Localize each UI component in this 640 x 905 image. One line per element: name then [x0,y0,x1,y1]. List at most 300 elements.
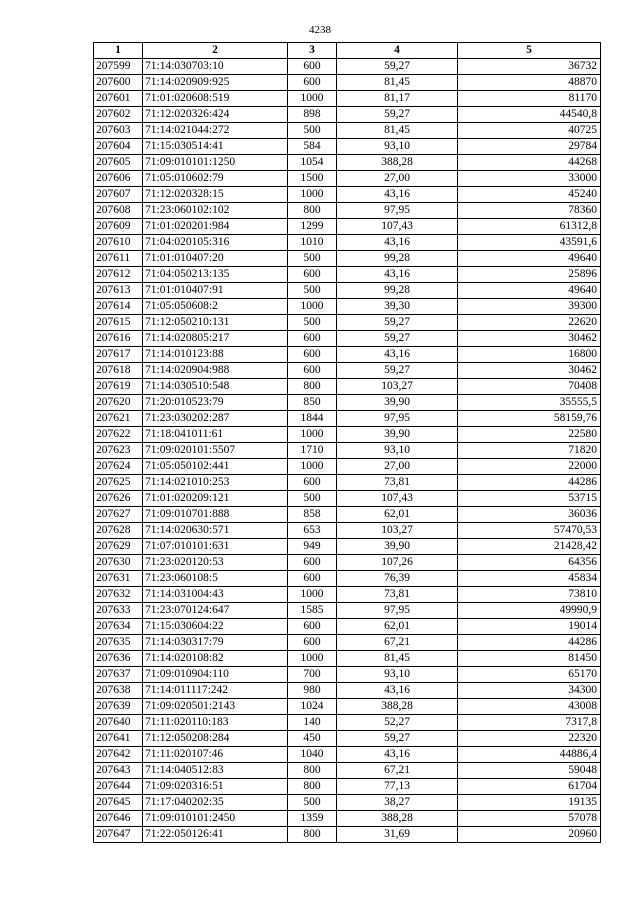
rate-cell: 107,43 [337,219,458,235]
rate-cell: 97,95 [337,203,458,219]
value-cell: 65170 [458,667,601,683]
table-row [94,427,601,443]
cadastral-number-cell: 71:14:030510:548 [143,379,288,395]
row-number-cell: 207622 [94,427,143,443]
table-row [94,747,601,763]
value-cell: 59048 [458,763,601,779]
rate-cell: 67,21 [337,635,458,651]
cadastral-number-cell: 71:14:020108:82 [143,651,288,667]
value-cell: 30462 [458,363,601,379]
area-cell: 600 [288,59,337,75]
row-number-cell: 207618 [94,363,143,379]
row-number-cell: 207609 [94,219,143,235]
table-row [94,683,601,699]
column-header-4: 4 [337,43,458,59]
column-header-5: 5 [458,43,601,59]
row-number-cell: 207642 [94,747,143,763]
row-number-cell: 207600 [94,75,143,91]
column-header-2: 2 [143,43,288,59]
area-cell: 1000 [288,427,337,443]
table-row [94,827,601,843]
rate-cell: 43,16 [337,235,458,251]
value-cell: 81450 [458,651,601,667]
area-cell: 600 [288,363,337,379]
cadastral-number-cell: 71:12:050208:284 [143,731,288,747]
area-cell: 850 [288,395,337,411]
area-cell: 800 [288,779,337,795]
cadastral-number-cell: 71:12:020328:15 [143,187,288,203]
value-cell: 30462 [458,331,601,347]
rate-cell: 93,10 [337,667,458,683]
cadastral-number-cell: 71:14:010123:88 [143,347,288,363]
value-cell: 22000 [458,459,601,475]
table-row [94,763,601,779]
value-cell: 33000 [458,171,601,187]
value-cell: 39300 [458,299,601,315]
area-cell: 800 [288,763,337,779]
area-cell: 500 [288,491,337,507]
rate-cell: 81,17 [337,91,458,107]
cadastral-number-cell: 71:14:040512:83 [143,763,288,779]
value-cell: 40725 [458,123,601,139]
table-row [94,171,601,187]
cadastral-number-cell: 71:18:041011:61 [143,427,288,443]
rate-cell: 103,27 [337,379,458,395]
value-cell: 49640 [458,251,601,267]
table-row [94,555,601,571]
value-cell: 44268 [458,155,601,171]
area-cell: 1024 [288,699,337,715]
table-row [94,315,601,331]
value-cell: 57470,53 [458,523,601,539]
rate-cell: 93,10 [337,139,458,155]
area-cell: 1000 [288,651,337,667]
table-row [94,459,601,475]
area-cell: 1010 [288,235,337,251]
rate-cell: 388,28 [337,811,458,827]
row-number-cell: 207639 [94,699,143,715]
table-row [94,299,601,315]
column-header-1: 1 [94,43,143,59]
row-number-cell: 207627 [94,507,143,523]
area-cell: 1000 [288,91,337,107]
row-number-cell: 207610 [94,235,143,251]
area-cell: 500 [288,795,337,811]
rate-cell: 107,26 [337,555,458,571]
cadastral-number-cell: 71:11:020107:46 [143,747,288,763]
cadastral-number-cell: 71:14:021010:253 [143,475,288,491]
area-cell: 949 [288,539,337,555]
table-row [94,779,601,795]
area-cell: 600 [288,619,337,635]
table-row [94,587,601,603]
value-cell: 29784 [458,139,601,155]
cadastral-number-cell: 71:09:010701:888 [143,507,288,523]
page-number: 4238 [309,24,331,36]
value-cell: 44286 [458,475,601,491]
value-cell: 34300 [458,683,601,699]
area-cell: 1359 [288,811,337,827]
rate-cell: 59,27 [337,331,458,347]
rate-cell: 99,28 [337,251,458,267]
cadastral-number-cell: 71:11:020110:183 [143,715,288,731]
cadastral-number-cell: 71:09:020501:2143 [143,699,288,715]
area-cell: 858 [288,507,337,523]
rate-cell: 81,45 [337,75,458,91]
table-row [94,475,601,491]
cadastral-number-cell: 71:01:010407:91 [143,283,288,299]
rate-cell: 52,27 [337,715,458,731]
rate-cell: 93,10 [337,443,458,459]
cadastral-number-cell: 71:09:010904:110 [143,667,288,683]
area-cell: 600 [288,331,337,347]
area-cell: 600 [288,555,337,571]
cadastral-number-cell: 71:20:010523:79 [143,395,288,411]
value-cell: 48870 [458,75,601,91]
table-row [94,347,601,363]
value-cell: 70408 [458,379,601,395]
rate-cell: 62,01 [337,507,458,523]
row-number-cell: 207625 [94,475,143,491]
rate-cell: 81,45 [337,123,458,139]
area-cell: 1000 [288,587,337,603]
value-cell: 22620 [458,315,601,331]
cadastral-number-cell: 71:14:030703:10 [143,59,288,75]
area-cell: 898 [288,107,337,123]
area-cell: 1844 [288,411,337,427]
cadastral-number-cell: 71:09:010101:2450 [143,811,288,827]
row-number-cell: 207638 [94,683,143,699]
value-cell: 35555,5 [458,395,601,411]
row-number-cell: 207645 [94,795,143,811]
table-row [94,491,601,507]
table-row [94,139,601,155]
area-cell: 500 [288,251,337,267]
cadastral-number-cell: 71:14:020630:571 [143,523,288,539]
cadastral-number-cell: 71:09:020316:51 [143,779,288,795]
area-cell: 1500 [288,171,337,187]
row-number-cell: 207633 [94,603,143,619]
cadastral-number-cell: 71:23:060102:102 [143,203,288,219]
table-row [94,123,601,139]
row-number-cell: 207646 [94,811,143,827]
cadastral-number-cell: 71:01:020209:121 [143,491,288,507]
cadastral-number-cell: 71:14:021044:272 [143,123,288,139]
value-cell: 53715 [458,491,601,507]
area-cell: 600 [288,635,337,651]
row-number-cell: 207631 [94,571,143,587]
area-cell: 980 [288,683,337,699]
table-row [94,251,601,267]
row-number-cell: 207623 [94,443,143,459]
row-number-cell: 207605 [94,155,143,171]
table-row [94,379,601,395]
rate-cell: 59,27 [337,59,458,75]
row-number-cell: 207611 [94,251,143,267]
cadastral-number-cell: 71:14:020909:925 [143,75,288,91]
row-number-cell: 207602 [94,107,143,123]
table-row [94,603,601,619]
row-number-cell: 207616 [94,331,143,347]
rate-cell: 43,16 [337,347,458,363]
cadastral-number-cell: 71:01:010407:20 [143,251,288,267]
rate-cell: 43,16 [337,683,458,699]
rate-cell: 388,28 [337,155,458,171]
value-cell: 73810 [458,587,601,603]
row-number-cell: 207615 [94,315,143,331]
row-number-cell: 207624 [94,459,143,475]
area-cell: 800 [288,827,337,843]
cadastral-number-cell: 71:04:020105:316 [143,235,288,251]
table-row [94,731,601,747]
cadastral-number-cell: 71:14:030317:79 [143,635,288,651]
cadastral-number-cell: 71:04:050213:135 [143,267,288,283]
row-number-cell: 207637 [94,667,143,683]
row-number-cell: 207604 [94,139,143,155]
value-cell: 16800 [458,347,601,363]
table-row [94,155,601,171]
value-cell: 20960 [458,827,601,843]
table-row [94,651,601,667]
row-number-cell: 207643 [94,763,143,779]
row-number-cell: 207620 [94,395,143,411]
area-cell: 600 [288,75,337,91]
value-cell: 36036 [458,507,601,523]
row-number-cell: 207601 [94,91,143,107]
table-row [94,571,601,587]
area-cell: 1054 [288,155,337,171]
value-cell: 19014 [458,619,601,635]
area-cell: 1000 [288,187,337,203]
row-number-cell: 207606 [94,171,143,187]
table-row [94,267,601,283]
table-row [94,443,601,459]
rate-cell: 76,39 [337,571,458,587]
rate-cell: 39,90 [337,427,458,443]
table-row [94,235,601,251]
cadastral-number-cell: 71:07:010101:631 [143,539,288,555]
area-cell: 600 [288,267,337,283]
value-cell: 43008 [458,699,601,715]
rate-cell: 39,30 [337,299,458,315]
rate-cell: 43,16 [337,747,458,763]
table-row [94,699,601,715]
table-row [94,411,601,427]
rate-cell: 73,81 [337,587,458,603]
cadastral-number-cell: 71:23:030202:287 [143,411,288,427]
table-row [94,539,601,555]
data-table [93,42,601,843]
area-cell: 600 [288,347,337,363]
rate-cell: 388,28 [337,699,458,715]
row-number-cell: 207640 [94,715,143,731]
area-cell: 450 [288,731,337,747]
row-number-cell: 207630 [94,555,143,571]
rate-cell: 97,95 [337,603,458,619]
rate-cell: 59,27 [337,731,458,747]
row-number-cell: 207613 [94,283,143,299]
area-cell: 140 [288,715,337,731]
row-number-cell: 207635 [94,635,143,651]
value-cell: 49640 [458,283,601,299]
row-number-cell: 207619 [94,379,143,395]
table-row [94,331,601,347]
cadastral-number-cell: 71:14:020904:988 [143,363,288,379]
area-cell: 600 [288,475,337,491]
table-row [94,507,601,523]
rate-cell: 39,90 [337,395,458,411]
table-row [94,523,601,539]
area-cell: 500 [288,315,337,331]
table-row [94,395,601,411]
value-cell: 58159,76 [458,411,601,427]
cadastral-number-cell: 71:23:060108:5 [143,571,288,587]
rate-cell: 67,21 [337,763,458,779]
area-cell: 800 [288,203,337,219]
area-cell: 1000 [288,299,337,315]
row-number-cell: 207644 [94,779,143,795]
row-number-cell: 207608 [94,203,143,219]
area-cell: 1000 [288,459,337,475]
rate-cell: 103,27 [337,523,458,539]
cadastral-number-cell: 71:14:020805:217 [143,331,288,347]
cadastral-number-cell: 71:12:020326:424 [143,107,288,123]
value-cell: 44540,8 [458,107,601,123]
area-cell: 500 [288,123,337,139]
row-number-cell: 207617 [94,347,143,363]
area-cell: 1040 [288,747,337,763]
row-number-cell: 207603 [94,123,143,139]
table-header-row [94,43,601,59]
value-cell: 61704 [458,779,601,795]
rate-cell: 59,27 [337,363,458,379]
rate-cell: 38,27 [337,795,458,811]
cadastral-number-cell: 71:14:031004:43 [143,587,288,603]
table-row [94,59,601,75]
rate-cell: 39,90 [337,539,458,555]
row-number-cell: 207612 [94,267,143,283]
cadastral-number-cell: 71:05:050102:441 [143,459,288,475]
rate-cell: 73,81 [337,475,458,491]
row-number-cell: 207641 [94,731,143,747]
cadastral-number-cell: 71:01:020201:984 [143,219,288,235]
table-row [94,635,601,651]
cadastral-number-cell: 71:09:010101:1250 [143,155,288,171]
value-cell: 22580 [458,427,601,443]
rate-cell: 99,28 [337,283,458,299]
area-cell: 800 [288,379,337,395]
rate-cell: 43,16 [337,267,458,283]
rate-cell: 62,01 [337,619,458,635]
value-cell: 21428,42 [458,539,601,555]
row-number-cell: 207629 [94,539,143,555]
cadastral-number-cell: 71:15:030514:41 [143,139,288,155]
area-cell: 1299 [288,219,337,235]
cadastral-number-cell: 71:23:020120:53 [143,555,288,571]
rate-cell: 27,00 [337,459,458,475]
value-cell: 81170 [458,91,601,107]
value-cell: 71820 [458,443,601,459]
area-cell: 1710 [288,443,337,459]
table-row [94,619,601,635]
value-cell: 49990,9 [458,603,601,619]
area-cell: 700 [288,667,337,683]
table-row [94,75,601,91]
table-row [94,667,601,683]
row-number-cell: 207636 [94,651,143,667]
value-cell: 44286 [458,635,601,651]
value-cell: 19135 [458,795,601,811]
row-number-cell: 207599 [94,59,143,75]
value-cell: 45834 [458,571,601,587]
value-cell: 45240 [458,187,601,203]
rate-cell: 97,95 [337,411,458,427]
value-cell: 61312,8 [458,219,601,235]
table-row [94,91,601,107]
cadastral-number-cell: 71:01:020608:519 [143,91,288,107]
row-number-cell: 207628 [94,523,143,539]
value-cell: 7317,8 [458,715,601,731]
area-cell: 500 [288,283,337,299]
value-cell: 43591,6 [458,235,601,251]
table-row [94,363,601,379]
cadastral-number-cell: 71:14:011117:242 [143,683,288,699]
row-number-cell: 207607 [94,187,143,203]
row-number-cell: 207632 [94,587,143,603]
value-cell: 25896 [458,267,601,283]
cadastral-number-cell: 71:09:020101:5507 [143,443,288,459]
rate-cell: 59,27 [337,315,458,331]
row-number-cell: 207626 [94,491,143,507]
cadastral-number-cell: 71:05:050608:2 [143,299,288,315]
value-cell: 22320 [458,731,601,747]
area-cell: 584 [288,139,337,155]
value-cell: 36732 [458,59,601,75]
rate-cell: 107,43 [337,491,458,507]
rate-cell: 31,69 [337,827,458,843]
rate-cell: 77,13 [337,779,458,795]
table-row [94,219,601,235]
area-cell: 1585 [288,603,337,619]
area-cell: 653 [288,523,337,539]
table-body [94,59,601,843]
rate-cell: 59,27 [337,107,458,123]
value-cell: 64356 [458,555,601,571]
value-cell: 44886,4 [458,747,601,763]
table-row [94,283,601,299]
table-row [94,715,601,731]
row-number-cell: 207647 [94,827,143,843]
table-row [94,203,601,219]
row-number-cell: 207634 [94,619,143,635]
cadastral-number-cell: 71:17:040202:35 [143,795,288,811]
table-row [94,795,601,811]
cadastral-number-cell: 71:15:030604:22 [143,619,288,635]
column-header-3: 3 [288,43,337,59]
cadastral-number-cell: 71:05:010602:79 [143,171,288,187]
row-number-cell: 207614 [94,299,143,315]
table-row [94,107,601,123]
cadastral-number-cell: 71:22:050126:41 [143,827,288,843]
rate-cell: 81,45 [337,651,458,667]
area-cell: 600 [288,571,337,587]
cadastral-number-cell: 71:12:050210:131 [143,315,288,331]
rate-cell: 27,00 [337,171,458,187]
value-cell: 78360 [458,203,601,219]
row-number-cell: 207621 [94,411,143,427]
value-cell: 57078 [458,811,601,827]
table-header [94,43,601,59]
